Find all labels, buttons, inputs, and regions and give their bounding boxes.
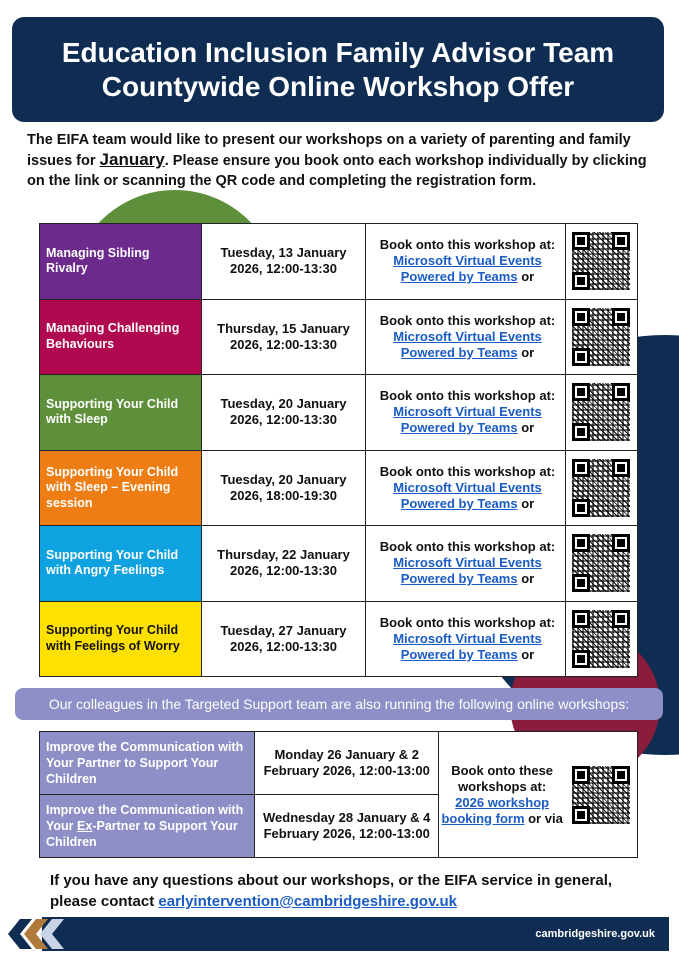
workshop-qr-cell — [565, 526, 637, 602]
page-title-banner — [12, 17, 664, 122]
workshop-booking-cell — [366, 224, 565, 300]
contact-text: If you have any questions about our workshops, or the EIFA service in general, please contact — [50, 872, 613, 910]
table-row — [40, 526, 638, 602]
qr-code-icon[interactable] — [572, 308, 630, 366]
targeted-book-suffix: or via — [524, 810, 563, 826]
microsoft-virtual-events-link[interactable]: Microsoft Virtual Events Powered by Teams — [393, 630, 542, 662]
targeted-support-banner: Our colleagues in the Targeted Support team are also running the following online workshops: — [15, 688, 663, 720]
book-text: Book onto this workshop at: — [379, 614, 556, 630]
qr-code-icon[interactable] — [572, 610, 630, 668]
workshop-date: Thursday, 22 January 2026, 12:00-13:30 — [201, 526, 366, 602]
workshop-qr-cell — [565, 375, 637, 451]
targeted-booking-cell — [439, 732, 565, 858]
workshop-name: Supporting Your Child with Feelings of Worry — [40, 601, 202, 677]
workshop-name: Supporting Your Child with Angry Feelings — [40, 526, 202, 602]
book-text: Book onto this workshop at: — [379, 388, 556, 404]
table-row — [40, 450, 638, 526]
contact-email-link[interactable]: earlyintervention@cambridgeshire.gov.uk — [158, 893, 457, 910]
book-suffix: or — [517, 571, 535, 587]
chevrons-logo-icon — [6, 917, 70, 951]
book-suffix: or — [517, 269, 535, 285]
targeted-workshop-name: Improve the Communication with Your Ex-Partner to Support Your Children — [40, 795, 255, 858]
workshop-name: Supporting Your Child with Sleep – Evening session — [40, 450, 202, 526]
workshop-name: Supporting Your Child with Sleep — [40, 375, 202, 451]
workshop-date: Tuesday, 27 January 2026, 12:00-13:30 — [201, 601, 366, 677]
book-text: Book onto this workshop at: — [379, 539, 556, 555]
workshop-qr-cell — [565, 450, 637, 526]
book-suffix: or — [517, 495, 535, 511]
microsoft-virtual-events-link[interactable]: Microsoft Virtual Events Powered by Teams — [393, 253, 542, 285]
workshop-date: Thursday, 15 January 2026, 12:00-13:30 — [201, 299, 366, 375]
workshop-name: Managing Challenging Behaviours — [40, 299, 202, 375]
qr-code-icon[interactable] — [572, 383, 630, 441]
book-suffix: or — [517, 420, 535, 436]
intro-text-2: . Please ensure you book onto each workshop individually by clicking on the link or scanning the QR code and completing the registration form. — [27, 153, 647, 189]
targeted-workshop-date: Wednesday 28 January & 4 February 2026, 12:00-13:00 — [255, 795, 439, 858]
microsoft-virtual-events-link[interactable]: Microsoft Virtual Events Powered by Teams — [393, 479, 542, 511]
table-row — [40, 375, 638, 451]
footer-bar — [42, 917, 669, 951]
targeted-workshops-table — [39, 731, 638, 858]
page-title-line-2: Countywide Online Workshop Offer — [101, 70, 575, 102]
table-row — [40, 732, 638, 795]
workshop-booking-cell — [366, 526, 565, 602]
workshop-booking-cell — [366, 299, 565, 375]
book-text: Book onto this workshop at: — [379, 312, 556, 328]
microsoft-virtual-events-link[interactable]: Microsoft Virtual Events Powered by Teams — [393, 555, 542, 587]
contact-paragraph — [50, 870, 650, 912]
targeted-workshop-date: Monday 26 January & 2 February 2026, 12:00-13:00 — [255, 732, 439, 795]
intro-paragraph — [27, 130, 657, 191]
targeted-book-text: Book onto these workshops at: — [451, 762, 554, 794]
workshop-date: Tuesday, 13 January 2026, 12:00-13:30 — [201, 224, 366, 300]
workshop-date: Tuesday, 20 January 2026, 12:00-13:30 — [201, 375, 366, 451]
targeted-workshop-name: Improve the Communication with Your Partner to Support Your Children — [40, 732, 255, 795]
workshop-date: Tuesday, 20 January 2026, 18:00-19:30 — [201, 450, 366, 526]
qr-code-icon[interactable] — [572, 459, 630, 517]
workshop-booking-cell — [366, 375, 565, 451]
targeted-qr-cell — [565, 732, 638, 858]
intro-month: January — [99, 150, 165, 169]
table-row — [40, 601, 638, 677]
table-row — [40, 299, 638, 375]
microsoft-virtual-events-link[interactable]: Microsoft Virtual Events Powered by Teams — [393, 404, 542, 436]
workshop-qr-cell — [565, 224, 637, 300]
workshop-qr-cell — [565, 299, 637, 375]
workshop-qr-cell — [565, 601, 637, 677]
qr-code-icon[interactable] — [572, 232, 630, 290]
qr-code-icon[interactable] — [572, 766, 630, 824]
book-text: Book onto this workshop at: — [379, 463, 556, 479]
workshop-name: Managing Sibling Rivalry — [40, 224, 202, 300]
book-suffix: or — [517, 344, 535, 360]
workshop-booking-cell — [366, 450, 565, 526]
footer-site: cambridgeshire.gov.uk — [535, 928, 655, 940]
book-text: Book onto this workshop at: — [379, 237, 556, 253]
table-row — [40, 224, 638, 300]
page-title-line-1: Education Inclusion Family Advisor Team — [61, 36, 615, 68]
intro-text-1: The EIFA team would like to present our workshops on a variety of parenting and family issues for — [27, 132, 631, 169]
targeted-booking-link[interactable]: 2026 workshop booking form — [441, 794, 550, 826]
book-suffix: or — [517, 646, 535, 662]
workshop-booking-cell — [366, 601, 565, 677]
qr-code-icon[interactable] — [572, 534, 630, 592]
eifa-workshops-table — [39, 223, 638, 677]
microsoft-virtual-events-link[interactable]: Microsoft Virtual Events Powered by Teams — [393, 328, 542, 360]
